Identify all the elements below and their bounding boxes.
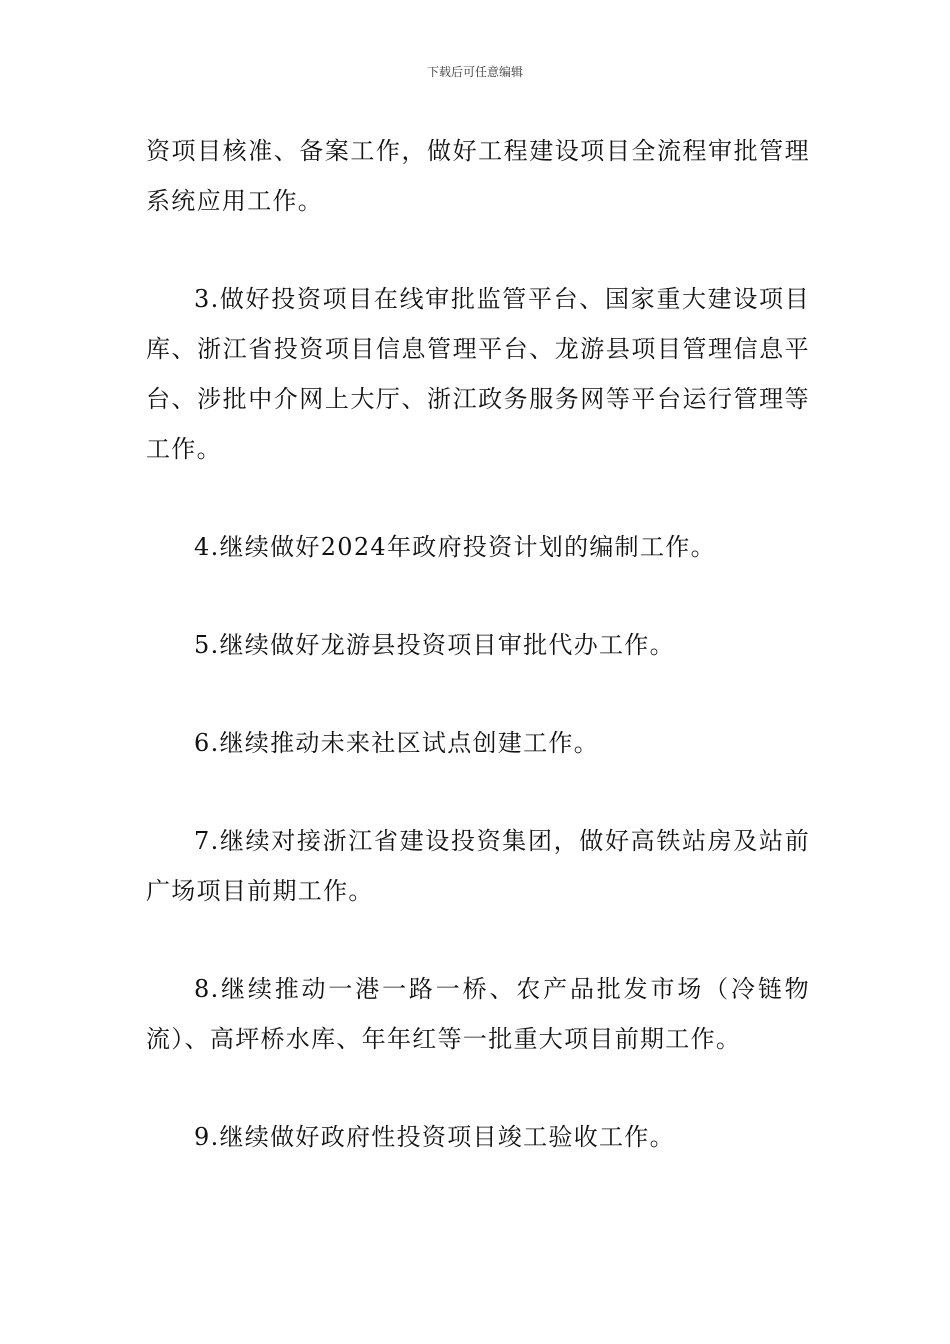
paragraph-item-5: 5.继续做好龙游县投资项目审批代办工作。 — [194, 631, 675, 659]
paragraph-item-7: 7.继续对接浙江省建设投资集团，做好高铁站房及站前广场项目前期工作。 — [146, 827, 810, 905]
paragraph-item-3: 3.做好投资项目在线审批监管平台、国家重大建设项目库、浙江省投资项目信息管理平台、龙游县项目管理信息平台、涉批中介网上大厅、浙江政务服务网等平台运行管理等工作。 — [146, 285, 810, 463]
paragraph-item-9: 9.继续做好政府性投资项目竣工验收工作。 — [194, 1123, 675, 1151]
page-header-note: 下载后可任意编辑 — [426, 65, 523, 79]
paragraph-item-6: 6.继续推动未来社区试点创建工作。 — [194, 729, 599, 757]
paragraph-item-4: 4.继续做好2024年政府投资计划的编制工作。 — [194, 533, 716, 561]
document-body — [146, 126, 810, 1162]
paragraph-continued: 资项目核准、备案工作，做好工程建设项目全流程审批管理系统应用工作。 — [146, 137, 810, 215]
paragraph-item-8: 8.继续推动一港一路一桥、农产品批发市场（冷链物流）、高坪桥水库、年年红等一批重大项目前期工作。 — [146, 975, 810, 1053]
